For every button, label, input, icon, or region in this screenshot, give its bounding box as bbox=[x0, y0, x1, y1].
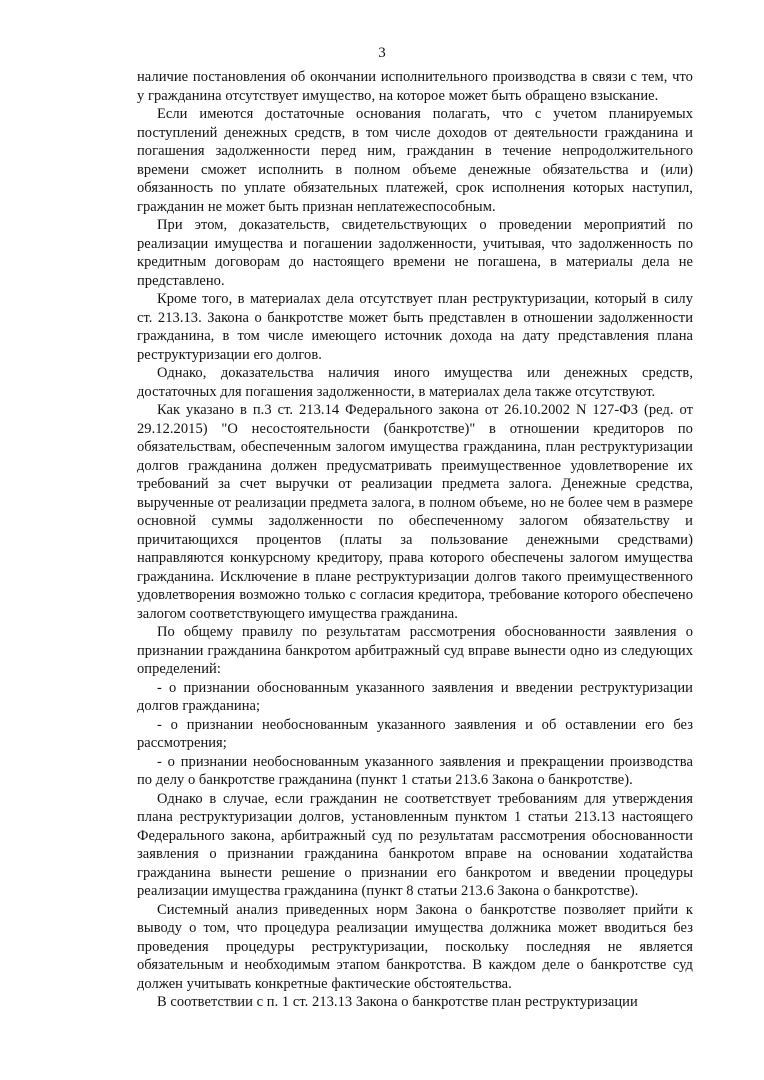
paragraph-however: Однако в случае, если гражданин не соответствует требованиям для утверждения плана реструктуризации долгов, установленным пунктом 1 статьи 213.13 настоящего Федерального закона, арбитражный суд по результатам рассмотрения обоснованности заявления о признании гражданина банкротом вправе на основании ходатайства гражданина вынести решение о признании его банкротом и введении процедуры реализации имущества гражданина (пункт 8 статьи 213.6 Закона о банкротстве). bbox=[137, 790, 693, 899]
paragraph-general-rule: По общему правилу по результатам рассмотрения обоснованности заявления о признании гражданина банкротом арбитражный суд вправе вынести одно из следующих определений: bbox=[137, 624, 693, 677]
page-number: 3 bbox=[378, 45, 386, 61]
paragraph-solvency-grounds: Если имеются достаточные основания полагать, что с учетом планируемых поступлений денежных средств, в том числе доходов от деятельности гражданина и погашения задолженности перед ним, гражданин в течение непродолжительного времени сможет исполнить в полном объеме денежные обязательства и (или) обязанность по уплате обязательных платежей, срок исполнения которых наступил, гражданин не может быть признан неплатежеспособным. bbox=[137, 106, 693, 215]
paragraph-continuation: наличие постановления об окончании исполнительного производства в связи с тем, что у гражданина отсутствует имущество, на которое может быть обращено взыскание. bbox=[137, 69, 693, 104]
list-item-leave-without-consideration: - о признании необоснованным указанного заявления и об оставлении его без рассмотрения; bbox=[137, 716, 693, 751]
paragraph-secured-creditors: Как указано в п.3 ст. 213.14 Федерального закона от 26.10.2002 N 127-ФЗ (ред. от 29.12.2015) "О несостоятельности (банкротстве)" в отношении кредиторов по обязательствам, обеспеченным залогом имущества гражданина, план реструктуризации долгов гражданина должен предусматривать преимущественное удовлетворение их требований за счет выручки от реализации предмета залога. Денежные средства, вырученные от реализации предмета залога, в полном объеме, но не более чем в размере основной суммы задолженности по обеспеченному залогом обязательству и причитающихся процентов (платы за пользование денежными средствами) направляются конкурсному кредитору, права которого обеспечены залогом имущества гражданина. Исключение в плане реструктуризации долгов такого преимущественного удовлетворения возможно только с согласия кредитора, требование которого обеспечено залогом соответствующего имущества гражданина. bbox=[137, 402, 693, 622]
list-item-introduce-restructuring: - о признании обоснованным указанного заявления и введении реструктуризации долгов гражданина; bbox=[137, 679, 693, 714]
paragraph-in-accordance: В соответствии с п. 1 ст. 213.13 Закона о банкротстве план реструктуризации bbox=[157, 994, 638, 1010]
list-item-terminate-proceedings: - о признании необоснованным указанного заявления и прекращении производства по делу о банкротстве гражданина (пункт 1 статьи 213.6 Закона о банкротстве). bbox=[137, 753, 693, 788]
paragraph-no-evidence: При этом, доказательств, свидетельствующих о проведении мероприятий по реализации имущества и погашении задолженности, учитывая, что задолженность по кредитным договорам до настоящего времени не погашена, в материалы дела не представлено. bbox=[137, 217, 693, 289]
paragraph-no-restructuring-plan: Кроме того, в материалах дела отсутствует план реструктуризации, который в силу ст. 213.13. Закона о банкротстве может быть представлен в отношении задолженности гражданина, в том числе имеющего источник дохода на дату представления плана реструктуризации его долгов. bbox=[137, 291, 693, 363]
paragraph-no-other-property: Однако, доказательства наличия иного имущества или денежных средств, достаточных для погашения задолженности, в материалах дела также отсутствуют. bbox=[137, 365, 693, 400]
paragraph-systemic-analysis: Системный анализ приведенных норм Закона о банкротстве позволяет прийти к выводу о том, что процедура реализации имущества должника может вводиться без проведения процедуры реструктуризации, поскольку последняя не является обязательным и необходимым этапом банкротства. В каждом деле о банкротстве суд должен учитывать конкретные фактические обстоятельства. bbox=[137, 901, 693, 992]
document-body bbox=[137, 68, 693, 1012]
